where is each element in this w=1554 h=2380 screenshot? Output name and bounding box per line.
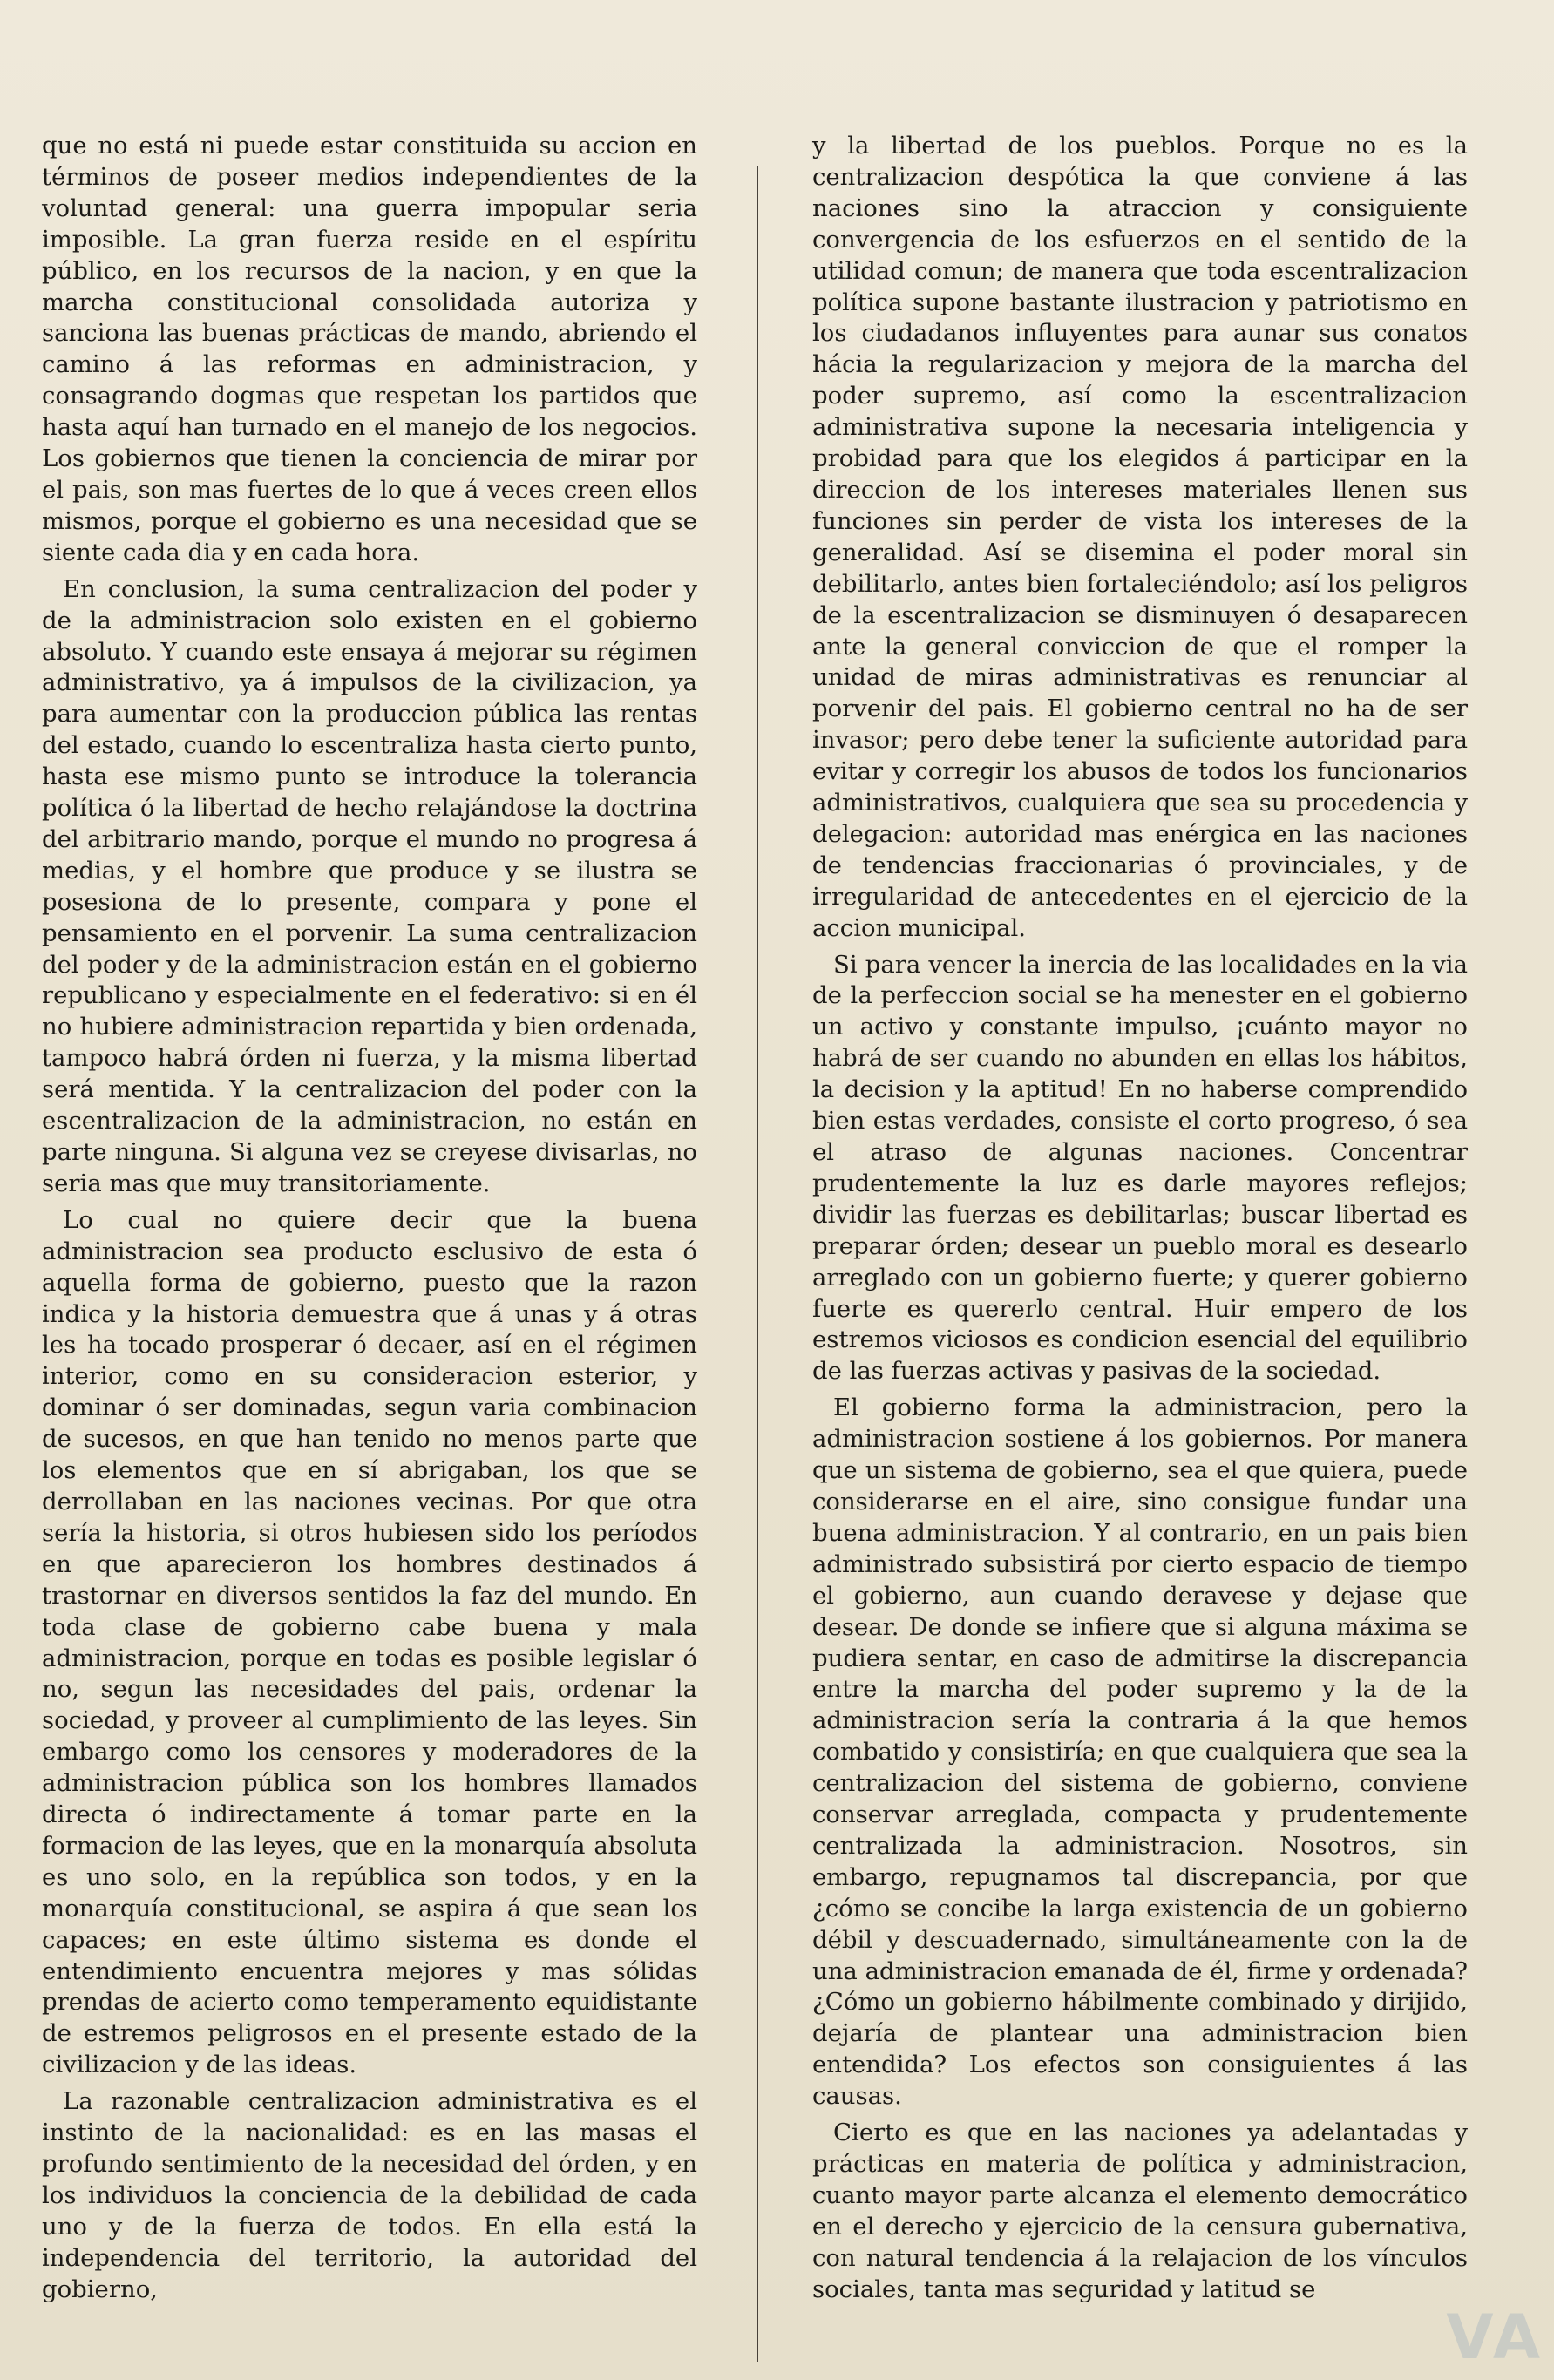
left-text-column — [42, 131, 697, 2362]
library-watermark: VA — [1446, 2302, 1544, 2373]
paragraph: En conclusion, la suma centralizacion del poder y de la administracion solo existen en el gobierno absoluto. Y cuando este ensaya á mejorar su régimen administrativo, ya á impulsos de la civilizacion, ya para aumentar con la produccion pública las rentas del estado, cuando lo escentraliza hasta cierto punto, hasta ese mismo punto se introduce la tolerancia política ó la libertad de hecho relajándose la doctrina del arbitrario mando, porque el mundo no progresa á medias, y el hombre que produce y se ilustra se posesiona de lo presente, compara y pone el pensamiento en el porvenir. La suma centralizacion del poder y de la administracion están en el gobierno republicano y especialmente en el federativo: si en él no hubiere administracion repartida y bien ordenada, tampoco habrá órden ni fuerza, y la misma libertad será mentida. Y la centralizacion del poder con la escentralizacion de la administracion, no están en parte ninguna. Si alguna vez se creyese divisarlas, no seria mas que muy transitoriamente. — [42, 574, 697, 1197]
paragraph: Si para vencer la inercia de las localidades en la via de la perfeccion social se ha menester en el gobierno un activo y constante impulso, ¡cuánto mayor no habrá de ser cuando no abunden en ellas los hábitos, la decision y la aptitud! En no haberse comprendido bien estas verdades, consiste el corto progreso, ó sea el atraso de algunas naciones. Concentrar prudentemente la luz es darle mayores reflejos; dividir las fuerzas es debilitarlas; buscar libertad es preparar órden; desear un pueblo moral es desearlo arreglado con un gobierno fuerte; y querer gobierno fuerte es quererlo central. Huir empero de los estremos viciosos es condicion esencial del equilibrio de las fuerzas activas y pasivas de la sociedad. — [812, 950, 1468, 1386]
paragraph: El gobierno forma la administracion, pero la administracion sostiene á los gobiernos. Por manera que un sistema de gobierno, sea el que quiera, puede considerarse en el aire, sino consigue fundar una buena administracion. Y al contrario, en un pais bien administrado subsistirá por cierto espacio de tiempo el gobierno, aun cuando deravese y dejase que desear. De donde se infiere que si alguna máxima se pudiera sentar, en caso de admitirse la discrepancia entre la marcha del poder supremo y la de la administracion sería la contraria á la que hemos combatido y consistiría; en que cualquiera que sea la centralizacion del sistema de gobierno, conviene conservar arreglada, compacta y prudentemente centralizada la administracion. Nosotros, sin embargo, repugnamos tal discrepancia, por que ¿cómo se concibe la larga existencia de un gobierno débil y descuadernado, simultáneamente con la de una administracion emanada de él, firme y ordenada? ¿Cómo un gobierno hábilmente combinado y dirijido, dejaría de plantear una administracion bien entendida? Los efectos son consiguientes á las causas. — [812, 1393, 1468, 2111]
paragraph: que no está ni puede estar constituida su accion en términos de poseer medios independientes de la voluntad general: una guerra impopular seria imposible. La gran fuerza reside en el espíritu público, en los recursos de la nacion, y en que la marcha constitucional consolidada autoriza y sanciona las buenas prácticas de mando, abriendo el camino á las reformas en administracion, y consagrando dogmas que respetan los partidos que hasta aquí han turnado en el manejo de los negocios. Los gobiernos que tienen la conciencia de mirar por el pais, son mas fuertes de lo que á veces creen ellos mismos, porque el gobierno es una necesidad que se siente cada dia y en cada hora. — [42, 132, 697, 566]
right-text-column — [812, 131, 1468, 2362]
paragraph: La razonable centralizacion administrativa es el instinto de la nacionalidad: es en las masas el profundo sentimiento de la necesidad del órden, y en los individuos la conciencia de la debilidad de cada uno y de la fuerza de todos. En ella está la independencia del territorio, la autoridad del gobierno, — [42, 2087, 697, 2303]
paragraph: Cierto es que en las naciones ya adelantadas y prácticas en materia de política y administracion, cuanto mayor parte alcanza el elemento democrático en el derecho y ejercicio de la censura gubernativa, con natural tendencia á la relajacion de los vínculos sociales, tanta mas seguridad y latitud se — [812, 2119, 1468, 2303]
paragraph: Lo cual no quiere decir que la buena administracion sea producto esclusivo de esta ó aquella forma de gobierno, puesto que la razon indica y la historia demuestra que á unas y á otras les ha tocado prosperar ó decaer, así en el régimen interior, como en su consideracion esterior, y dominar ó ser dominadas, segun varia combinacion de sucesos, en que han tenido no menos parte que los elementos que en sí abrigaban, los que se derrollaban en las naciones vecinas. Por que otra sería la historia, si otros hubiesen sido los períodos en que aparecieron los hombres destinados á trastornar en diversos sentidos la faz del mundo. En toda clase de gobierno cabe buena y mala administracion, porque en todas es posible legislar ó no, segun las necesidades del pais, ordenar la sociedad, y proveer al cumplimiento de las leyes. Sin embargo como los censores y moderadores de la administracion pública son los hombres llamados directa ó indirectamente á tomar parte en la formacion de las leyes, que en la monarquía absoluta es uno solo, en la república son todos, y en la monarquía constitucional, se aspira á que sean los capaces; en este último sistema es donde el entendimiento encuentra mejores y mas sólidas prendas de acierto como temperamento equidistante de estremos peligrosos en el presente estado de la civilizacion y de las ideas. — [42, 1205, 697, 2079]
paragraph: y la libertad de los pueblos. Porque no es la centralizacion despótica la que conviene á las naciones sino la atraccion y consiguiente convergencia de los esfuerzos en el sentido de la utilidad comun; de manera que toda escentralizacion política supone bastante ilustracion y patriotismo en los ciudadanos influyentes para aunar sus conatos hácia la regularizacion y mejora de la marcha del poder supremo, así como la escentralizacion administrativa supone la necesaria inteligencia y probidad para que los elegidos á participar en la direccion de los intereses materiales llenen sus funciones sin perder de vista los intereses de la generalidad. Así se disemina el poder moral sin debilitarlo, antes bien fortaleciéndolo; así los peligros de la escentralizacion se disminuyen ó desaparecen ante la general conviccion de que el romper la unidad de miras administrativas es renunciar al porvenir del pais. El gobierno central no ha de ser invasor; pero debe tener la suficiente autoridad para evitar y corregir los abusos de todos los funcionarios administrativos, cualquiera que sea su procedencia y delegacion: autoridad mas enérgica en las naciones de tendencias fraccionarias ó provinciales, y de irregularidad de antecedentes en el ejercicio de la accion municipal. — [812, 132, 1468, 942]
column-divider — [757, 166, 758, 2362]
